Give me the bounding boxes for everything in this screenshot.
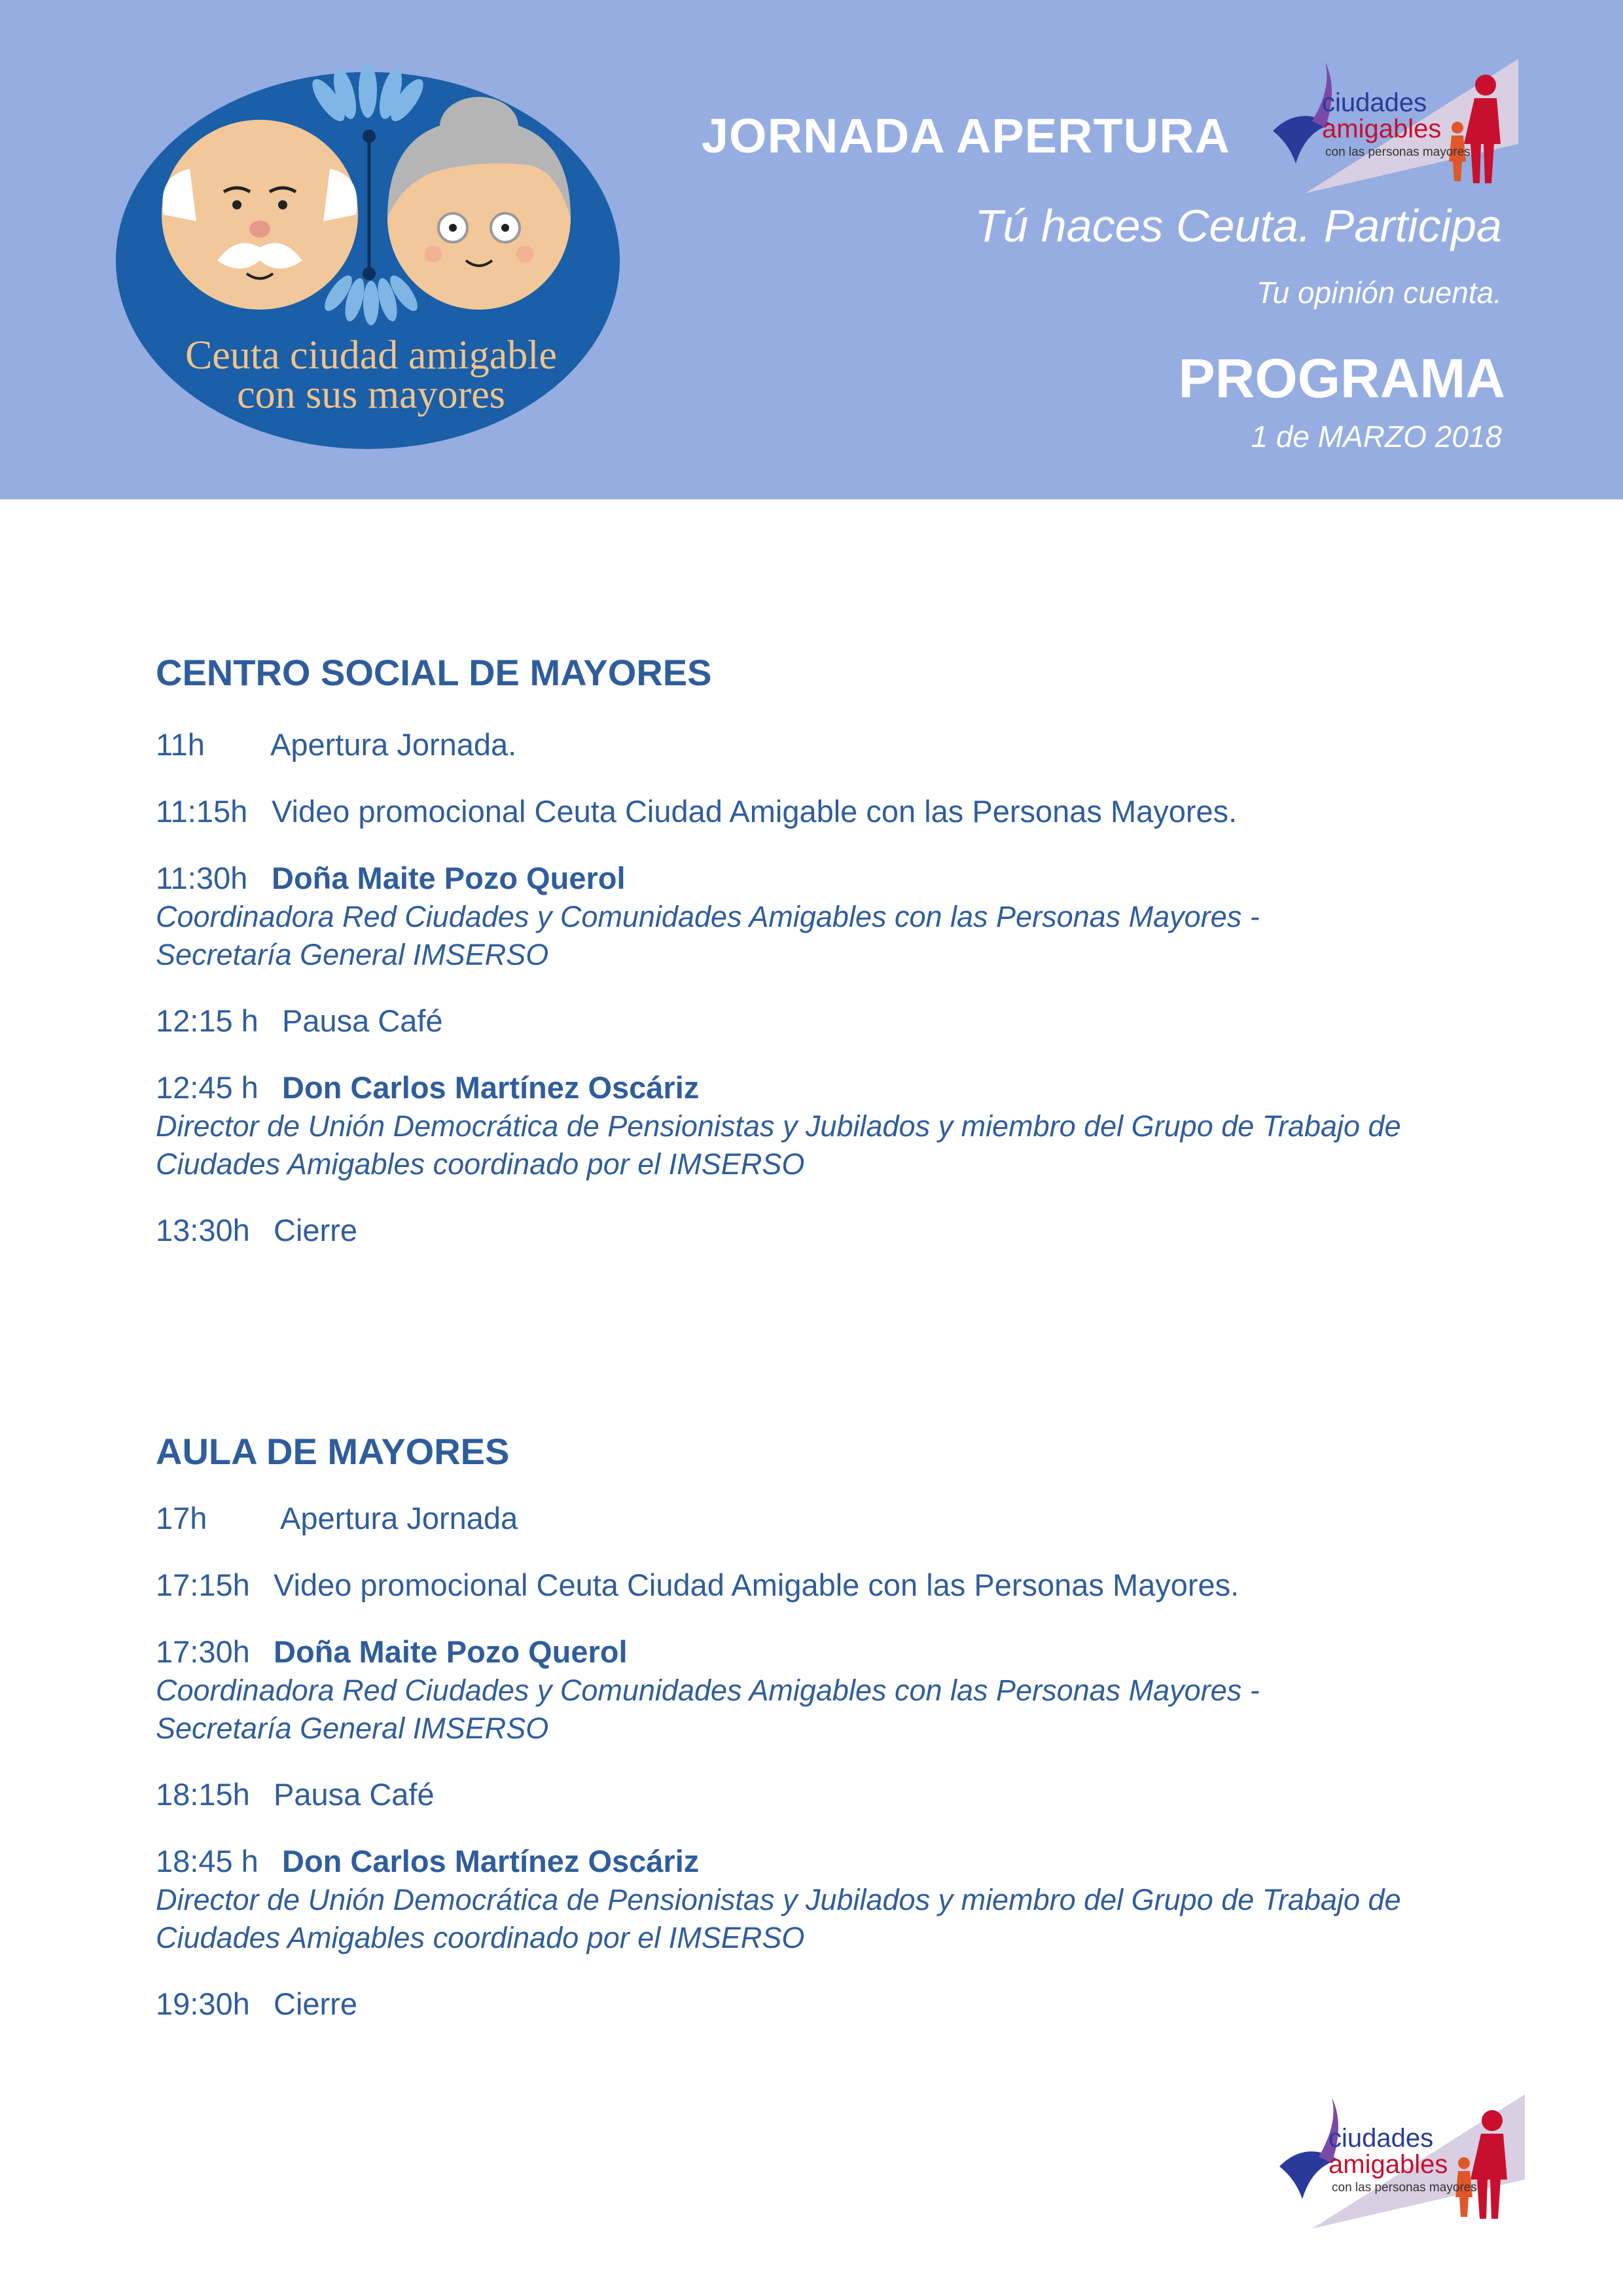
sub-slogan: Tu opinión cuenta.: [1256, 276, 1502, 310]
logo-word-personas: con las personas mayores: [1325, 145, 1471, 159]
schedule-item: [156, 1499, 1504, 1538]
item-text: Cierre: [274, 1213, 357, 1247]
grandfather-icon: [162, 120, 358, 310]
item-time: 11:15h: [156, 794, 248, 829]
schedule-item: [156, 725, 1504, 764]
item-time: 18:45 h: [156, 1844, 259, 1878]
mascot-logo-line1: Ceuta ciudad amigable: [185, 333, 558, 378]
logo-word-personas: con las personas mayores: [1332, 2181, 1477, 2195]
schedule-item: [156, 1632, 1504, 1748]
item-time: 17:15h: [156, 1568, 250, 1602]
section-centro-social: [156, 651, 1504, 1278]
speaker-name: Doña Maite Pozo Querol: [272, 861, 626, 895]
ciudades-amigables-logo: [1266, 59, 1518, 193]
item-time: 18:15h: [156, 1777, 250, 1812]
section-aula: [156, 1430, 1504, 2051]
logo-word-ciudades: ciudades: [1329, 2124, 1434, 2153]
schedule-item: [156, 1001, 1504, 1041]
schedule-item: [156, 1775, 1504, 1814]
event-title: JORNADA APERTURA: [701, 109, 1230, 163]
schedule-item: [156, 792, 1504, 831]
mascot-logo-line2: con sus mayores: [237, 372, 505, 417]
schedule-item: [156, 1566, 1504, 1605]
item-time: 17:30h: [156, 1634, 250, 1669]
event-date: 1 de MARZO 2018: [1251, 420, 1502, 454]
schedule-item: [156, 1068, 1504, 1183]
speaker-name: Don Carlos Martínez Oscáriz: [282, 1844, 700, 1878]
schedule-item: [156, 859, 1504, 974]
logo-word-amigables: amigables: [1329, 2150, 1448, 2179]
item-time: 11h: [156, 727, 205, 762]
item-time: 13:30h: [156, 1213, 250, 1247]
speaker-role: Secretaría General IMSERSO: [156, 1712, 549, 1745]
ciudades-amigables-logo-footer: [1273, 2094, 1525, 2229]
item-text: Video promocional Ceuta Ciudad Amigable con las Personas Mayores.: [274, 1568, 1240, 1602]
item-time: 12:15 h: [156, 1003, 259, 1038]
schedule-item: [156, 1842, 1504, 1957]
item-text: Pausa Café: [274, 1777, 435, 1812]
item-text: Cierre: [274, 1986, 357, 2021]
logo-word-ciudades: ciudades: [1322, 88, 1427, 117]
slogan: Tú haces Ceuta. Participa: [974, 200, 1502, 251]
ceuta-mascot-logo: [113, 64, 623, 450]
program-heading: PROGRAMA: [1178, 348, 1505, 409]
item-time: 17h: [156, 1501, 207, 1535]
logo-word-amigables: amigables: [1322, 115, 1442, 143]
speaker-role: Director de Unión Democrática de Pensionistas y Jubilados y miembro del Grupo de Trabajo de: [156, 1883, 1401, 1916]
speaker-role: Coordinadora Red Ciudades y Comunidades Amigables con las Personas Mayores -: [156, 1674, 1260, 1707]
schedule-item: [156, 1211, 1504, 1250]
speaker-role: Ciudades Amigables coordinado por el IMSERSO: [156, 1921, 805, 1954]
speaker-name: Don Carlos Martínez Oscáriz: [282, 1070, 700, 1105]
speaker-role: Director de Unión Democrática de Pensionistas y Jubilados y miembro del Grupo de Trabajo de: [156, 1109, 1401, 1143]
section-title: CENTRO SOCIAL DE MAYORES: [156, 652, 712, 693]
item-time: 19:30h: [156, 1986, 250, 2021]
speaker-role: Secretaría General IMSERSO: [156, 938, 549, 971]
speaker-role: Coordinadora Red Ciudades y Comunidades Amigables con las Personas Mayores -: [156, 900, 1260, 933]
schedule-item: [156, 1984, 1504, 2024]
speaker-role: Ciudades Amigables coordinado por el IMSERSO: [156, 1147, 805, 1181]
item-text: Video promocional Ceuta Ciudad Amigable con las Personas Mayores.: [272, 794, 1238, 829]
item-time: 11:30h: [156, 861, 248, 895]
item-text: Apertura Jornada: [280, 1501, 518, 1535]
speaker-name: Doña Maite Pozo Querol: [274, 1634, 628, 1669]
item-text: Pausa Café: [282, 1003, 443, 1038]
item-time: 12:45 h: [156, 1070, 259, 1105]
item-text: Apertura Jornada.: [270, 727, 517, 762]
section-title: AULA DE MAYORES: [156, 1431, 510, 1472]
